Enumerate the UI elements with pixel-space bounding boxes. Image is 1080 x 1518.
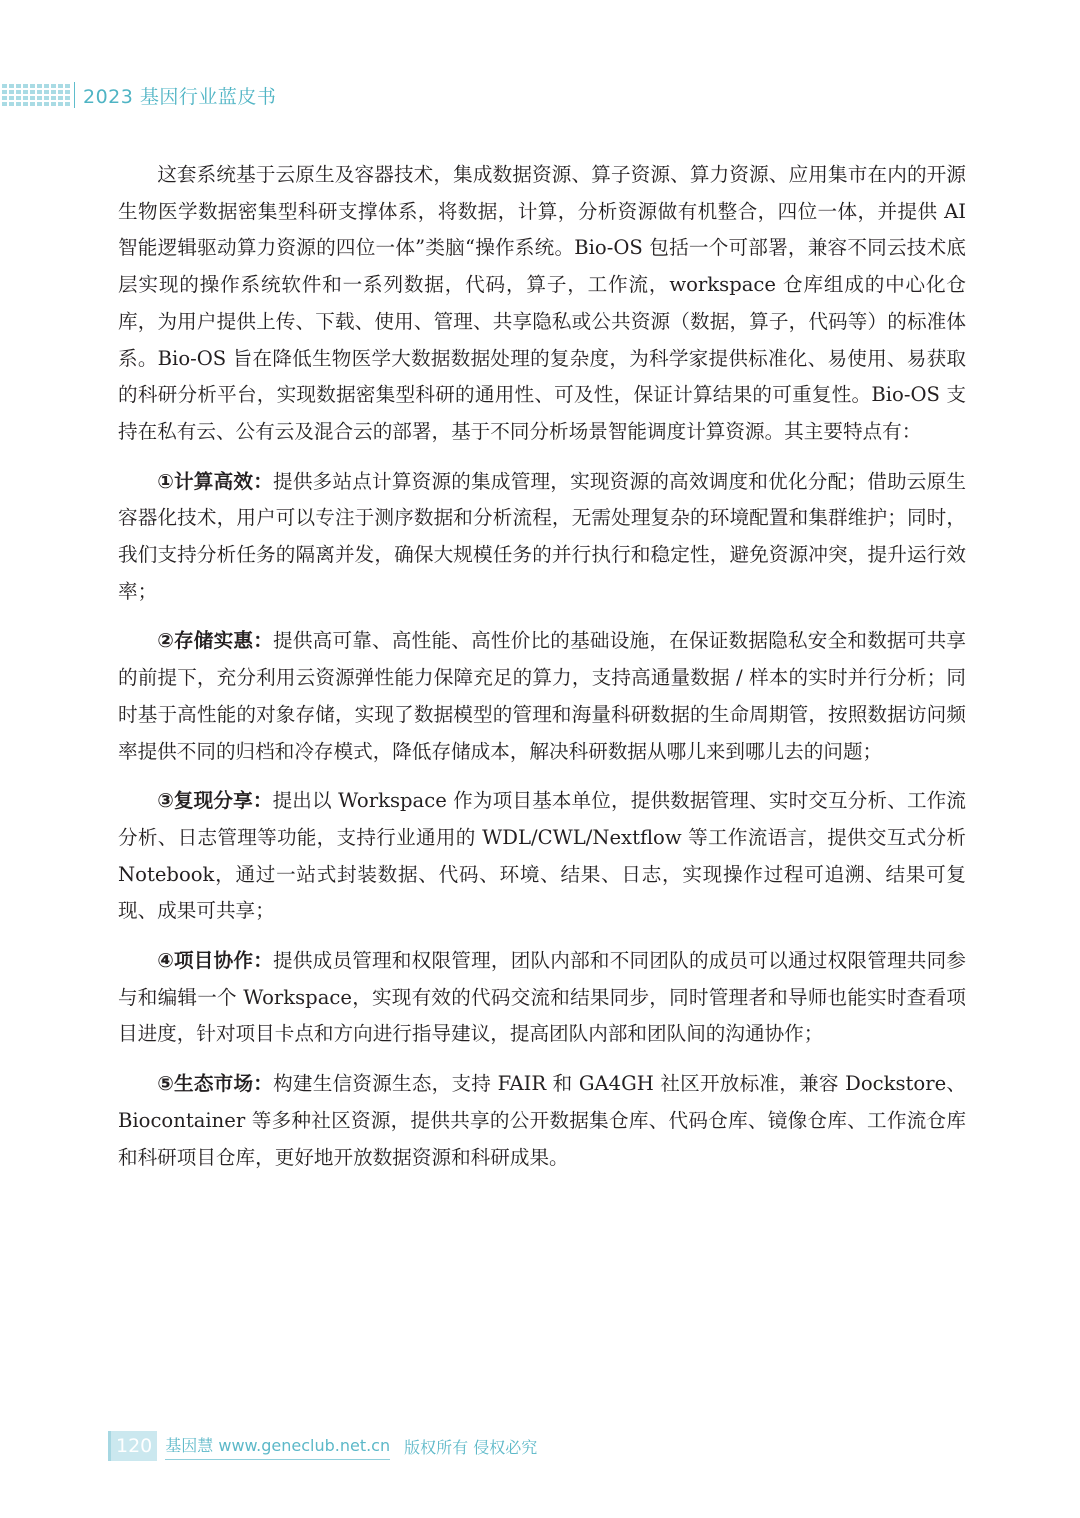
page-footer — [108, 1431, 537, 1461]
feature-label: ①计算高效： — [157, 469, 274, 493]
feature-label: ③复现分享： — [157, 789, 273, 813]
header-decor-pattern-icon — [2, 84, 70, 106]
footer-copyright: 版权所有 侵权必究 — [404, 1437, 538, 1457]
feature-text: 提供高可靠、高性能、高性价比的基础设施，在保证数据隐私安全和数据可共享的前提下，充分利用云资源弹性能力保障充足的算力，支持高通量数据 / 样本的实时并行分析；同时基于高性能的对象存储，实现了数据模型的管理和海量科研数据的生命周期管，按照数据访问频率提供不同的归档和冷存模式，降低存储成本，解决科研数据从哪儿来到哪儿去的问题； — [118, 629, 967, 763]
page-number: 120 — [108, 1431, 157, 1461]
footer-site-link[interactable]: 基因慧 www.geneclub.net.cn — [165, 1433, 390, 1460]
feature-paragraph — [118, 1066, 966, 1176]
feature-paragraph — [118, 464, 966, 611]
feature-text: 提出以 Workspace 作为项目基本单位，提供数据管理、实时交互分析、工作流分析、日志管理等功能，支持行业通用的 WDL/CWL/Nextflow 等工作流语言，提供交互式分析 Notebook，通过一站式封装数据、代码、环境、结果、日志，实现操作过程可追溯、结果可复现、成果可共享； — [118, 789, 966, 923]
feature-text: 构建生信资源生态，支持 FAIR 和 GA4GH 社区开放标准，兼容 Dockstore、Biocontainer 等多种社区资源，提供共享的公开数据集仓库、代码仓库、镜像仓库、工作流仓库和科研项目仓库，更好地开放数据资源和科研成果。 — [118, 1072, 966, 1169]
feature-label: ⑤生态市场： — [157, 1072, 274, 1096]
feature-paragraph — [118, 623, 966, 770]
feature-paragraph — [118, 943, 966, 1053]
intro-paragraph: 这套系统基于云原生及容器技术，集成数据资源、算子资源、算力资源、应用集市在内的开源生物医学数据密集型科研支撑体系，将数据，计算，分析资源做有机整合，四位一体，并提供 AI 智能逻辑驱动算力资源的四位一体”类脑“操作系统。Bio-OS 包括一个可部署，兼容不同云技术底层实现的操作系统软件和一系列数据，代码，算子，工作流，workspace 仓库组成的中心化仓库，为用户提供上传、下载、使用、管理、共享隐私或公共资源（数据，算子，代码等）的标准体系。Bio-OS 旨在降低生物医学大数据数据处理的复杂度，为科学家提供标准化、易使用、易获取的科研分析平台，实现数据密集型科研的通用性、可及性，保证计算结果的可重复性。Bio-OS 支持在私有云、公有云及混合云的部署，基于不同分析场景智能调度计算资源。其主要特点有： — [118, 163, 966, 443]
feature-label: ④项目协作： — [157, 949, 274, 973]
article-body — [118, 157, 966, 1176]
feature-label: ②存储实惠： — [157, 629, 274, 653]
header-divider — [74, 82, 75, 108]
feature-text: 提供多站点计算资源的集成管理，实现资源的高效调度和优化分配；借助云原生容器化技术，用户可以专注于测序数据和分析流程，无需处理复杂的环境配置和集群维护；同时，我们支持分析任务的隔离并发，确保大规模任务的并行执行和稳定性，避免资源冲突，提升运行效率； — [118, 469, 967, 603]
running-header — [0, 80, 276, 110]
header-title: 2023 基因行业蓝皮书 — [83, 85, 277, 108]
feature-paragraph — [118, 783, 966, 930]
feature-text: 提供成员管理和权限管理，团队内部和不同团队的成员可以通过权限管理共同参与和编辑一个 Workspace，实现有效的代码交流和结果同步，同时管理者和导师也能实时查看项目进度，针对项目卡点和方向进行指导建议，提高团队内部和团队间的沟通协作； — [118, 949, 967, 1046]
